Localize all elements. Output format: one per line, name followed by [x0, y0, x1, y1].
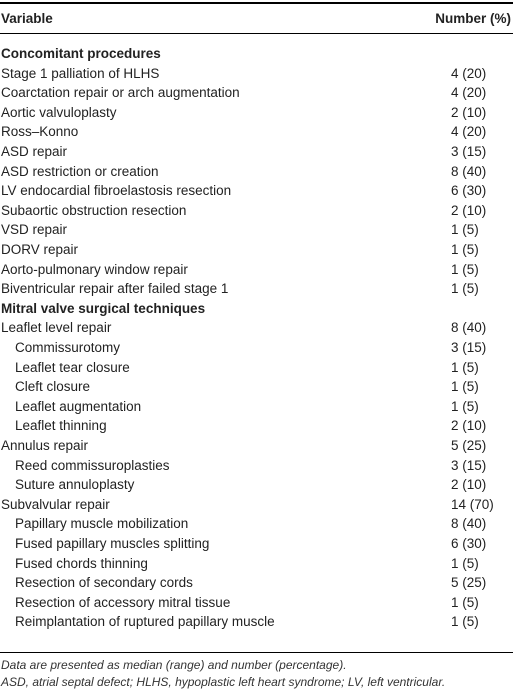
table-row: [0, 593, 513, 613]
row-variable: Aortic valvuloplasty: [1, 104, 117, 120]
header-variable: Variable: [1, 11, 53, 26]
row-number: 8 (40): [451, 163, 487, 179]
row-number: 8 (40): [451, 320, 487, 336]
row-variable: Cleft closure: [15, 379, 91, 395]
row-number: 1 (5): [451, 222, 479, 238]
row-number: 1 (5): [451, 261, 479, 277]
row-variable: Commissurotomy: [15, 340, 121, 355]
table-row: [0, 122, 513, 142]
section-header-row: [0, 299, 513, 319]
row-variable: LV endocardial fibroelastosis resection: [1, 183, 232, 199]
row-variable: Leaflet thinning: [15, 418, 107, 434]
row-number: 1 (5): [451, 594, 479, 610]
table-row: [0, 554, 513, 574]
row-number: 3 (15): [451, 340, 487, 355]
table-row: [0, 142, 513, 162]
row-variable: ASD restriction or creation: [1, 163, 159, 179]
row-number: 1 (5): [451, 359, 479, 375]
row-variable: Biventricular repair after failed stage 1: [1, 281, 229, 297]
table-row: [0, 64, 513, 84]
section-title: Mitral valve surgical techniques: [1, 300, 206, 316]
row-variable: ASD repair: [1, 144, 68, 159]
row-number: 1 (5): [451, 614, 479, 630]
row-number: 1 (5): [451, 379, 479, 395]
row-number: 8 (40): [451, 516, 487, 532]
table-row: [0, 240, 513, 260]
table-row: [0, 162, 513, 182]
table-row: [0, 358, 513, 378]
row-variable: Annulus repair: [1, 438, 89, 453]
footnote-line-2: ASD, atrial septal defect; HLHS, hypoplastic left heart syndrome; LV, left ventricular.: [1, 675, 446, 689]
table-row: [0, 318, 513, 338]
row-number: 4 (20): [451, 65, 487, 81]
row-number: 2 (10): [451, 104, 487, 120]
table-row: [0, 220, 513, 240]
row-variable: Aorto-pulmonary window repair: [1, 261, 188, 277]
table-row: [0, 338, 513, 358]
row-number: 4 (20): [451, 85, 487, 101]
table-row: [0, 495, 513, 515]
row-number: 1 (5): [451, 281, 479, 297]
row-number: 1 (5): [451, 242, 479, 257]
table-footnotes: [1, 657, 511, 691]
table-row: [0, 260, 513, 280]
table-row: [0, 83, 513, 103]
table-row: [0, 181, 513, 201]
row-variable: Leaflet tear closure: [15, 359, 130, 375]
row-variable: Resection of accessory mitral tissue: [15, 594, 231, 610]
table-bottom-rule: [0, 652, 513, 653]
section-title: Concomitant procedures: [1, 46, 161, 61]
table-header-row: [0, 4, 513, 33]
row-variable: Ross–Konno: [1, 124, 79, 140]
row-number: 4 (20): [451, 124, 487, 140]
row-variable: Fused papillary muscles splitting: [15, 536, 210, 551]
row-number: 3 (15): [451, 144, 487, 159]
table-header-rule: [0, 33, 513, 34]
table-row: [0, 416, 513, 436]
table-row: [0, 279, 513, 299]
row-variable: Leaflet augmentation: [15, 398, 142, 414]
row-variable: Reimplantation of ruptured papillary muscle: [15, 614, 275, 630]
table-row: [0, 534, 513, 554]
row-number: 6 (30): [451, 536, 487, 551]
table-row: [0, 514, 513, 534]
table-body: [0, 44, 513, 649]
row-number: 2 (10): [451, 477, 487, 493]
row-variable: Fused chords thinning: [15, 555, 148, 571]
row-variable: DORV repair: [1, 242, 79, 257]
row-variable: Reed commissuroplasties: [15, 457, 170, 473]
row-variable: Stage 1 palliation of HLHS: [1, 65, 160, 81]
row-variable: VSD repair: [1, 222, 68, 238]
table-row: [0, 456, 513, 476]
table-row: [0, 612, 513, 632]
footnote-line-1: Data are presented as median (range) and number (percentage).: [1, 658, 347, 672]
row-number: 2 (10): [451, 202, 487, 218]
row-number: 3 (15): [451, 457, 487, 473]
header-number: Number (%): [435, 11, 511, 26]
row-variable: Coarctation repair or arch augmentation: [1, 85, 240, 101]
row-number: 5 (25): [451, 438, 487, 453]
row-number: 1 (5): [451, 398, 479, 414]
table-row: [0, 436, 513, 456]
row-variable: Papillary muscle mobilization: [15, 516, 189, 532]
table-row: [0, 573, 513, 593]
section-header-row: [0, 44, 513, 64]
row-number: 5 (25): [451, 575, 487, 591]
row-number: 14 (70): [451, 496, 494, 512]
table-row: [0, 377, 513, 397]
table-row: [0, 475, 513, 495]
row-variable: Leaflet level repair: [1, 320, 112, 336]
table-row: [0, 103, 513, 123]
row-variable: Subaortic obstruction resection: [1, 202, 187, 218]
row-variable: Suture annuloplasty: [15, 477, 135, 493]
table-row: [0, 397, 513, 417]
row-number: 2 (10): [451, 418, 487, 434]
row-number: 6 (30): [451, 183, 487, 199]
row-variable: Subvalvular repair: [1, 496, 110, 512]
row-variable: Resection of secondary cords: [15, 575, 193, 591]
row-number: 1 (5): [451, 555, 479, 571]
table-row: [0, 201, 513, 221]
